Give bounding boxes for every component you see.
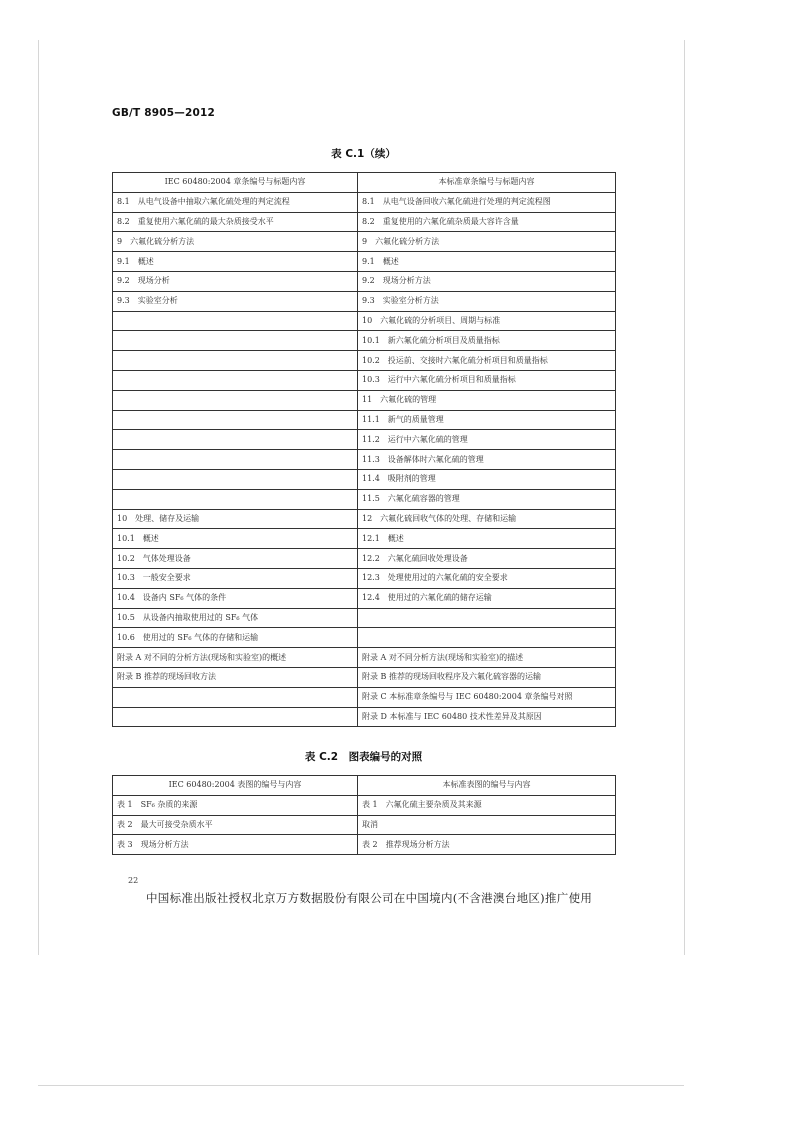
table-c1-row [113, 469, 616, 489]
table-c1-row [113, 608, 616, 628]
table-c1-row [113, 549, 616, 569]
table-c1-standard-cell: 10 六氟化硫的分析项目、周期与标准 [358, 311, 616, 331]
table-c1-row [113, 271, 616, 291]
table-c1-iec-cell [113, 489, 358, 509]
table-c1-row [113, 707, 616, 727]
table-c1-row [113, 331, 616, 351]
table-c1-iec-cell: 9.1 概述 [113, 252, 358, 272]
distribution-notice: 中国标准出版社授权北京万方数据股份有限公司在中国境内(不含港澳台地区)推广使用 [146, 891, 593, 905]
table-c2-header-this-standard: 本标准表图的编号与内容 [358, 776, 616, 796]
table-c1-header-this-standard: 本标准章条编号与标题内容 [358, 173, 616, 193]
table-c2-iec-cell: 表 1 SF₆ 杂质的来源 [113, 795, 358, 815]
table-c2-row [113, 815, 616, 835]
table-c1-header-iec: IEC 60480:2004 章条编号与标题内容 [113, 173, 358, 193]
table-c1-standard-cell: 8.1 从电气设备回收六氟化硫进行处理的判定流程图 [358, 192, 616, 212]
table-c1-row [113, 687, 616, 707]
table-c1-body [113, 192, 616, 727]
table-c2-standard-cell: 表 1 六氟化硫主要杂质及其来源 [358, 795, 616, 815]
table-c1-standard-cell: 10.3 运行中六氟化硫分析项目和质量指标 [358, 370, 616, 390]
table-c1-row [113, 509, 616, 529]
table-c1-header-row [113, 173, 616, 193]
table-c1-standard-cell: 11.1 新气的质量管理 [358, 410, 616, 430]
table-c1-standard-cell: 11 六氟化硫的管理 [358, 390, 616, 410]
table-c1-iec-cell: 9.2 现场分析 [113, 271, 358, 291]
table-c2 [112, 775, 616, 855]
table-c1-iec-cell: 10.1 概述 [113, 529, 358, 549]
table-c1-row [113, 489, 616, 509]
table-c1-standard-cell: 10.2 投运前、交接时六氟化硫分析项目和质量指标 [358, 351, 616, 371]
table-c1-row [113, 648, 616, 668]
table-c1-standard-cell: 9 六氟化硫分析方法 [358, 232, 616, 252]
table-c1-row [113, 450, 616, 470]
table-c1-iec-cell: 10.6 使用过的 SF₆ 气体的存储和运输 [113, 628, 358, 648]
table-c1-standard-cell: 附录 B 推荐的现场回收程序及六氟化硫容器的运输 [358, 667, 616, 687]
page-number: 22 [128, 876, 139, 885]
table-c1-iec-cell: 10.3 一般安全要求 [113, 568, 358, 588]
right-margin-line [684, 40, 685, 955]
table-c2-iec-cell: 表 3 现场分析方法 [113, 835, 358, 855]
table-c2-iec-cell: 表 2 最大可接受杂质水平 [113, 815, 358, 835]
table-c2-header-row [113, 776, 616, 796]
table-c1-standard-cell: 12.4 使用过的六氟化硫的储存运输 [358, 588, 616, 608]
table-c1-row [113, 628, 616, 648]
standard-code: GB/T 8905—2012 [112, 107, 216, 119]
table-c1-standard-cell: 12 六氟化硫回收气体的处理、存储和运输 [358, 509, 616, 529]
table-c1-standard-cell: 附录 C 本标准章条编号与 IEC 60480:2004 章条编号对照 [358, 687, 616, 707]
table-c1-row [113, 667, 616, 687]
table-c1-row [113, 351, 616, 371]
table-c1-iec-cell [113, 707, 358, 727]
table-c1-standard-cell: 11.5 六氟化硫容器的管理 [358, 489, 616, 509]
table-c1-row [113, 212, 616, 232]
table-c1-standard-cell: 12.1 概述 [358, 529, 616, 549]
table-c1-row [113, 291, 616, 311]
table-c1-iec-cell [113, 430, 358, 450]
table-c2-standard-cell: 取消 [358, 815, 616, 835]
table-c1-row [113, 588, 616, 608]
table-c1-iec-cell: 8.1 从电气设备中抽取六氟化硫处理的判定流程 [113, 192, 358, 212]
bottom-margin-line [38, 1085, 684, 1086]
table-c1-iec-cell: 9.3 实验室分析 [113, 291, 358, 311]
table-c1-iec-cell [113, 450, 358, 470]
table-c1-standard-cell: 12.3 处理使用过的六氟化硫的安全要求 [358, 568, 616, 588]
left-margin-line [38, 40, 39, 955]
table-c2-standard-cell: 表 2 推荐现场分析方法 [358, 835, 616, 855]
table-c1-standard-cell: 10.1 新六氟化硫分析项目及质量指标 [358, 331, 616, 351]
table-c1-row [113, 192, 616, 212]
table-c1-iec-cell [113, 469, 358, 489]
table-c1-row [113, 529, 616, 549]
table-c2-header-iec: IEC 60480:2004 表图的编号与内容 [113, 776, 358, 796]
table-c1-standard-cell: 9.3 实验室分析方法 [358, 291, 616, 311]
table-c1-standard-cell: 11.2 运行中六氟化硫的管理 [358, 430, 616, 450]
table-c2-row [113, 835, 616, 855]
table-c1 [112, 172, 616, 727]
table-c1-iec-cell [113, 370, 358, 390]
table-c1-iec-cell [113, 687, 358, 707]
table-c1-iec-cell [113, 311, 358, 331]
table-c1-row [113, 252, 616, 272]
table-c1-iec-cell [113, 410, 358, 430]
table-c1-iec-cell [113, 390, 358, 410]
table-c1-iec-cell: 10.4 设备内 SF₆ 气体的条件 [113, 588, 358, 608]
table-c1-iec-cell: 附录 B 推荐的现场回收方法 [113, 667, 358, 687]
table-c1-row [113, 568, 616, 588]
table-c1-iec-cell: 9 六氟化硫分析方法 [113, 232, 358, 252]
table-c1-iec-cell: 10.5 从设备内抽取使用过的 SF₆ 气体 [113, 608, 358, 628]
table-c1-standard-cell: 11.3 设备解体时六氟化硫的管理 [358, 450, 616, 470]
table-c2-caption: 表 C.2 图表编号的对照 [304, 751, 423, 763]
table-c1-standard-cell: 9.2 现场分析方法 [358, 271, 616, 291]
table-c1-row [113, 430, 616, 450]
table-c1-iec-cell: 10.2 气体处理设备 [113, 549, 358, 569]
table-c1-row [113, 232, 616, 252]
table-c1-iec-cell [113, 331, 358, 351]
table-c1-row [113, 370, 616, 390]
table-c1-standard-cell: 8.2 重复使用的六氟化硫杂质最大容许含量 [358, 212, 616, 232]
table-c1-iec-cell: 附录 A 对不同的分析方法(现场和实验室)的概述 [113, 648, 358, 668]
table-c1-standard-cell [358, 628, 616, 648]
table-c1-standard-cell: 9.1 概述 [358, 252, 616, 272]
table-c1-row [113, 311, 616, 331]
table-c1-standard-cell [358, 608, 616, 628]
table-c1-iec-cell [113, 351, 358, 371]
table-c1-row [113, 390, 616, 410]
table-c2-row [113, 795, 616, 815]
table-c1-standard-cell: 附录 A 对不同分析方法(现场和实验室)的描述 [358, 648, 616, 668]
table-c1-row [113, 410, 616, 430]
table-c1-caption: 表 C.1（续） [331, 148, 396, 160]
table-c1-standard-cell: 12.2 六氟化硫回收处理设备 [358, 549, 616, 569]
table-c1-standard-cell: 附录 D 本标准与 IEC 60480 技术性差异及其原因 [358, 707, 616, 727]
table-c1-iec-cell: 10 处理、储存及运输 [113, 509, 358, 529]
table-c1-standard-cell: 11.4 吸附剂的管理 [358, 469, 616, 489]
table-c2-body [113, 795, 616, 854]
table-c1-iec-cell: 8.2 重复使用六氟化硫的最大杂质接受水平 [113, 212, 358, 232]
